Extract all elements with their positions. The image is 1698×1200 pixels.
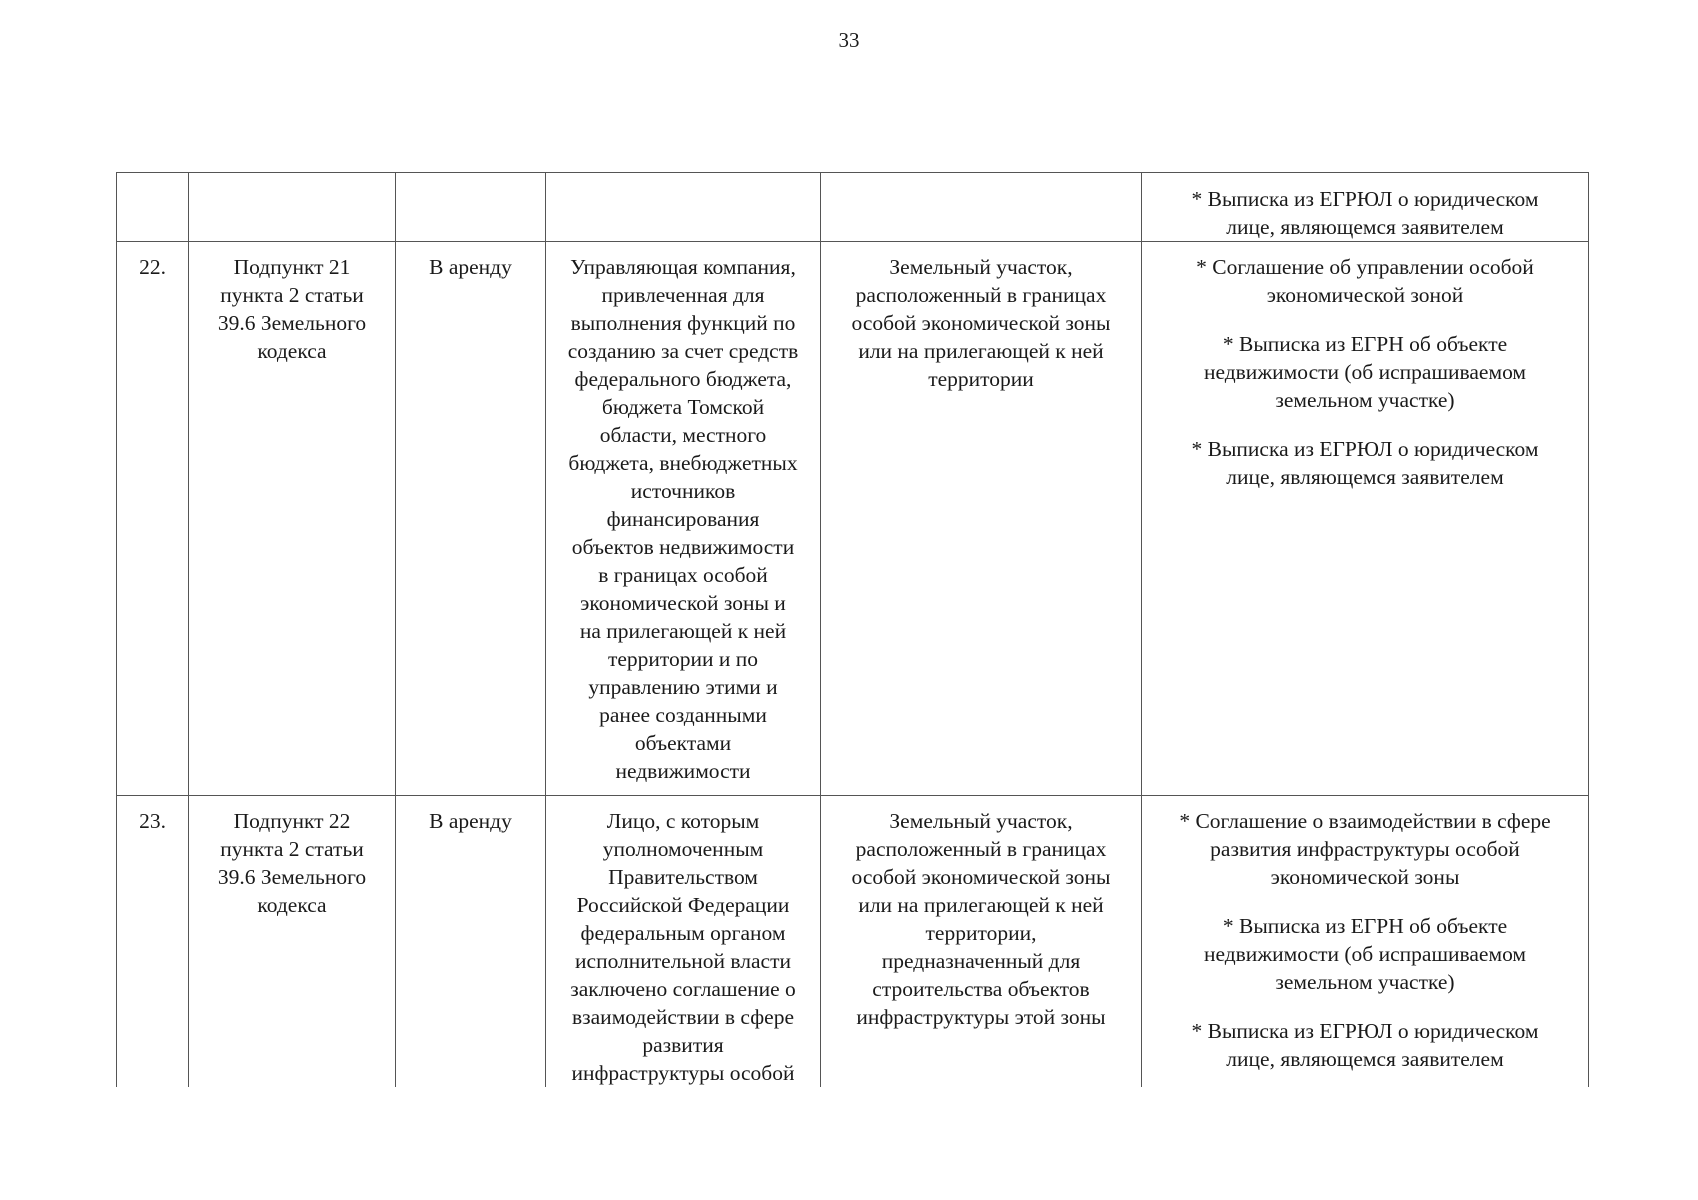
- documents-cell: [1142, 173, 1589, 242]
- text-line: заключено соглашение о: [570, 977, 796, 1001]
- text-line: Земельный участок,: [889, 255, 1073, 279]
- land-provision-table: [116, 172, 1589, 1087]
- text-line: недвижимости (об испрашиваемом: [1203, 360, 1527, 384]
- legal-basis-cell: [189, 242, 396, 796]
- text-line: федеральным органом: [580, 921, 786, 945]
- text-line: бюджета Томской: [601, 395, 765, 419]
- text-line: расположенный в границах: [855, 283, 1107, 307]
- documents-cell: [1142, 796, 1589, 1088]
- text-line: уполномоченным: [602, 837, 764, 861]
- text-line: * Соглашение о взаимодействии в сфере: [1179, 809, 1551, 833]
- purpose-cell: [396, 173, 546, 242]
- text-line: кодекса: [257, 893, 327, 917]
- text-line: предназначенный для: [881, 949, 1081, 973]
- text-line: Земельный участок,: [889, 809, 1073, 833]
- text-line: выполнения функций по: [570, 311, 796, 335]
- document-item: [1148, 330, 1582, 414]
- legal-basis-cell: [189, 796, 396, 1088]
- purpose-cell: В аренду: [396, 796, 546, 1088]
- text-line: бюджета, внебюджетных: [568, 451, 798, 475]
- text-line: управлению этими и: [588, 675, 778, 699]
- text-line: пункта 2 статьи: [220, 283, 364, 307]
- text-line: недвижимости: [615, 759, 751, 783]
- text-line: * Выписка из ЕГРЮЛ о юридическом: [1191, 437, 1539, 461]
- text-line: ранее созданными: [599, 703, 767, 727]
- text-line: * Выписка из ЕГРН об объекте: [1222, 332, 1508, 356]
- text-line: особой экономической зоны: [851, 311, 1111, 335]
- text-line: строительства объектов: [872, 977, 1090, 1001]
- text-line: кодекса: [257, 339, 327, 363]
- text-line: * Выписка из ЕГРЮЛ о юридическом: [1191, 1019, 1539, 1043]
- text-line: особой экономической зоны: [851, 865, 1111, 889]
- text-line: Правительством: [608, 865, 758, 889]
- text-line: созданию за счет средств: [567, 339, 799, 363]
- row-number-cell: 23.: [117, 796, 189, 1088]
- text-line: федерального бюджета,: [574, 367, 792, 391]
- text-line: инфраструктуры особой: [571, 1061, 795, 1085]
- text-line: лице, являющемся заявителем: [1226, 1047, 1504, 1071]
- documents-cell: [1142, 242, 1589, 796]
- applicant-cell: [546, 173, 821, 242]
- text-line: источников: [630, 479, 736, 503]
- text-line: экономической зоны и: [580, 591, 786, 615]
- document-item: [1148, 185, 1582, 241]
- text-line: инфраструктуры этой зоны: [856, 1005, 1106, 1029]
- text-line: или на прилегающей к ней: [858, 893, 1104, 917]
- text-line: недвижимости (об испрашиваемом: [1203, 942, 1527, 966]
- text-line: Управляющая компания,: [570, 255, 796, 279]
- page-number: 33: [838, 28, 860, 52]
- text-line: земельном участке): [1275, 388, 1455, 412]
- text-line: развития инфраструктуры особой: [1210, 837, 1520, 861]
- text-line: Подпункт 21: [233, 255, 351, 279]
- text-line: 39.6 Земельного: [217, 865, 367, 889]
- text-line: расположенный в границах: [855, 837, 1107, 861]
- applicant-cell: [546, 242, 821, 796]
- document-item: [1148, 253, 1582, 309]
- text-line: лице, являющемся заявителем: [1226, 215, 1504, 239]
- table-row: [117, 242, 1589, 796]
- text-line: земельном участке): [1275, 970, 1455, 994]
- land-plot-cell: [821, 173, 1142, 242]
- text-line: * Выписка из ЕГРН об объекте: [1222, 914, 1508, 938]
- purpose-cell: В аренду: [396, 242, 546, 796]
- document-item: [1148, 435, 1582, 491]
- text-line: финансирования: [606, 507, 760, 531]
- document-item: [1148, 1017, 1582, 1073]
- legal-basis-cell: [189, 173, 396, 242]
- text-line: в границах особой: [598, 563, 768, 587]
- text-line: экономической зоной: [1266, 283, 1464, 307]
- row-number-cell: [117, 173, 189, 242]
- row-number-cell: 22.: [117, 242, 189, 796]
- land-plot-cell: [821, 242, 1142, 796]
- text-line: * Выписка из ЕГРЮЛ о юридическом: [1191, 187, 1539, 211]
- text-line: лице, являющемся заявителем: [1226, 465, 1504, 489]
- text-line: территории,: [925, 921, 1037, 945]
- text-line: исполнительной власти: [575, 949, 791, 973]
- text-line: территории: [928, 367, 1034, 391]
- land-plot-cell: [821, 796, 1142, 1088]
- document-item: [1148, 912, 1582, 996]
- text-line: 39.6 Земельного: [217, 311, 367, 335]
- text-line: или на прилегающей к ней: [858, 339, 1104, 363]
- table-row: [117, 796, 1589, 1088]
- document-item: [1148, 807, 1582, 891]
- text-line: Лицо, с которым: [606, 809, 760, 833]
- text-line: Российской Федерации: [576, 893, 790, 917]
- text-line: взаимодействии в сфере: [572, 1005, 794, 1029]
- text-line: привлеченная для: [601, 283, 765, 307]
- text-line: * Соглашение об управлении особой: [1196, 255, 1534, 279]
- text-line: пункта 2 статьи: [220, 837, 364, 861]
- applicant-cell: [546, 796, 821, 1088]
- table-row: [117, 173, 1589, 242]
- text-line: Подпункт 22: [233, 809, 351, 833]
- text-line: области, местного: [599, 423, 767, 447]
- text-line: развития: [642, 1033, 724, 1057]
- text-line: объектами: [634, 731, 732, 755]
- text-line: экономической зоны: [1270, 865, 1460, 889]
- text-line: на прилегающей к ней: [579, 619, 787, 643]
- text-line: объектов недвижимости: [571, 535, 795, 559]
- text-line: территории и по: [607, 647, 759, 671]
